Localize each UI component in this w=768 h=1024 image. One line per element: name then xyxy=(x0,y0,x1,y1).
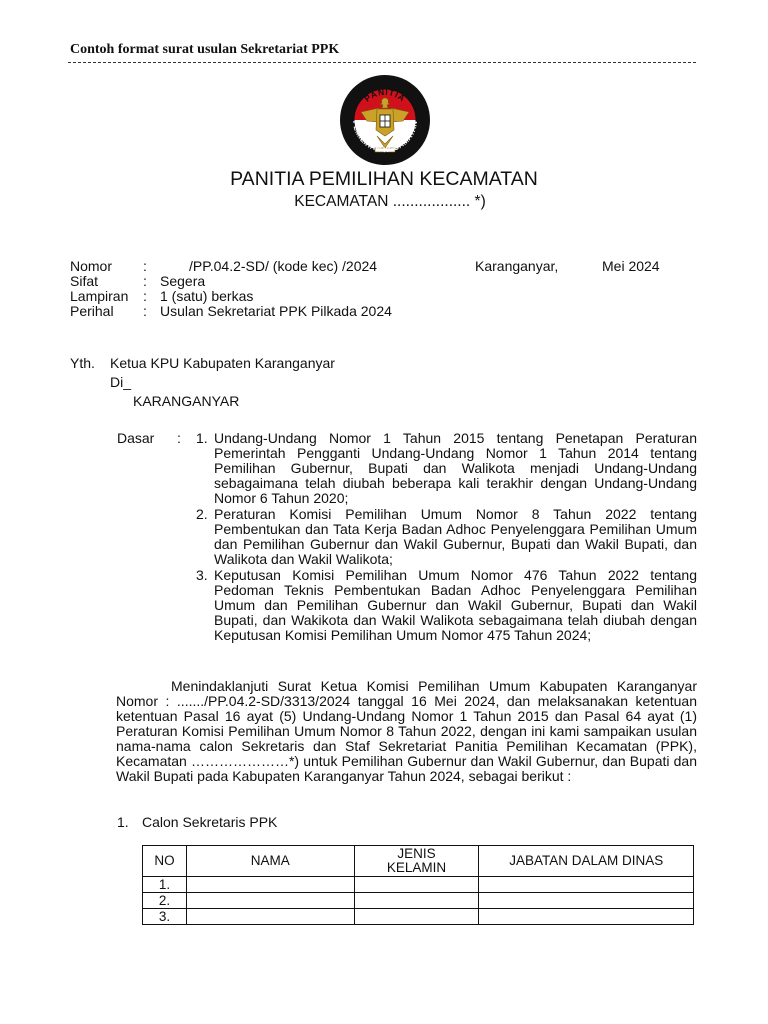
body-paragraph: Nomor : ......./PP.04.2-SD/3313/2024 tanggal 16 Mei 2024, dan melaksanakan ketentuan ketentuan Pasal 16 ayat (5) Undang-Undang Nomor 1 Tahun 2015 dan Pasal 64 ayat (1) Peraturan Komisi Pemilihan Umum Nomor 8 Tahun 2022, dengan ini kami sampaikan usulan nama-nama calon Sekretaris dan Staf Sekretariat Panitia Pemilihan Kecamatan (PPK), Kecamatan …………………*) untuk Pemilihan Gubernur dan Wakil Gubernur, dan Bupati dan Wakil Bupati pada Kabupaten Karanganyar Tahun 2024, sebagai berikut : xyxy=(116,693,697,784)
header-note: Contoh format surat usulan Sekretariat PPK xyxy=(70,42,340,57)
header-divider xyxy=(68,62,696,63)
table-row xyxy=(143,909,694,925)
sifat-value: Segera xyxy=(160,273,206,289)
dasar-item-number: 3. xyxy=(196,567,208,583)
letter-date: Mei 2024 xyxy=(602,258,660,274)
body-paragraph-first-line: Menindaklanjuti Surat Ketua Komisi Pemilihan Umum Kabupaten Karanganyar xyxy=(171,678,697,694)
logo-text-bottom: PEMILIHAN KECAMATAN xyxy=(350,120,420,155)
nomor-label: Nomor xyxy=(70,258,113,274)
candidate-table xyxy=(142,845,694,925)
header-nama: NAMA xyxy=(186,846,354,877)
cell-jenis-kelamin[interactable] xyxy=(354,893,479,909)
sifat-colon: : xyxy=(143,273,147,289)
dasar-item-text: Undang-Undang Nomor 1 Tahun 2015 tentang Penetapan Peraturan Pemerintah Pengganti Undang-Undang Nomor 1 Tahun 2014 tentang Pemilihan Gubernur, Bupati dan Walikota menjadi Undang-Undang sebagaimana telah diubah beberapa kali terakhir dengan Undang-Undang Nomor 6 Tahun 2020; xyxy=(214,430,697,506)
nomor-value: /PP.04.2-SD/ (kode kec) /2024 xyxy=(189,258,378,274)
cell-jenis-kelamin[interactable] xyxy=(354,909,479,925)
dasar-item-text: Peraturan Komisi Pemilihan Umum Nomor 8 Tahun 2022 tentang Pembentukan dan Tata Kerja Badan Adhoc Penyelenggara Pemilihan Umum dan Pemilihan Gubernur dan Wakil Gubernur, Bupati dan Wakil Bupati, dan Walikota dan Wakil Walikota; xyxy=(214,506,697,567)
section-label: Calon Sekretaris PPK xyxy=(142,814,278,830)
ppk-logo xyxy=(339,74,431,166)
lampiran-colon: : xyxy=(143,288,147,304)
perihal-value: Usulan Sekretariat PPK Pilkada 2024 xyxy=(160,303,392,319)
lampiran-value: 1 (satu) berkas xyxy=(160,288,254,304)
header-jabatan: JABATAN DALAM DINAS xyxy=(479,846,694,877)
dasar-item-text: Keputusan Komisi Pemilihan Umum Nomor 476 Tahun 2022 tentang Pedoman Teknis Pembentukan Badan Adhoc Penyelenggara Pemilihan Umum dan Pemilihan Gubernur dan Wakil Gubernur, Bupati dan Wakil Bupati, dan Wakikota dan Wakil Walikota sebagaimana telah diubah dengan Keputusan Komisi Pemilihan Umum Nomor 475 Tahun 2024; xyxy=(214,567,697,643)
lampiran-label: Lampiran xyxy=(70,288,129,304)
letterhead-title: PANITIA PEMILIHAN KECAMATAN xyxy=(230,168,538,190)
cell-nama[interactable] xyxy=(186,909,354,925)
recipient-name: Ketua KPU Kabupaten Karanganyar xyxy=(110,355,335,371)
sifat-label: Sifat xyxy=(70,273,99,289)
table-row xyxy=(143,877,694,893)
table-header-row xyxy=(143,846,694,877)
nomor-colon: : xyxy=(143,258,147,274)
dasar-item-number: 2. xyxy=(196,506,208,522)
dasar-item-number: 1. xyxy=(196,430,208,446)
perihal-label: Perihal xyxy=(70,303,114,319)
letterhead-subtitle: KECAMATAN .................. *) xyxy=(294,193,486,210)
cell-no: 1. xyxy=(143,877,187,893)
recipient-city: KARANGANYAR xyxy=(133,393,240,409)
logo-text-top: PANITIA xyxy=(362,86,408,104)
cell-no: 2. xyxy=(143,893,187,909)
cell-nama[interactable] xyxy=(186,877,354,893)
recipient-di: Di_ xyxy=(110,374,132,390)
cell-jabatan[interactable] xyxy=(479,909,694,925)
yth-label: Yth. xyxy=(70,355,95,371)
cell-jabatan[interactable] xyxy=(479,877,694,893)
header-no: NO xyxy=(143,846,187,877)
cell-nama[interactable] xyxy=(186,893,354,909)
cell-no: 3. xyxy=(143,909,187,925)
perihal-colon: : xyxy=(143,303,147,319)
letter-place: Karanganyar, xyxy=(475,258,559,274)
header-jenis-kelamin: JENIS KELAMIN xyxy=(354,846,479,877)
section-number: 1. xyxy=(117,814,129,830)
dasar-colon: : xyxy=(177,430,181,446)
cell-jabatan[interactable] xyxy=(479,893,694,909)
cell-jenis-kelamin[interactable] xyxy=(354,877,479,893)
table-row xyxy=(143,893,694,909)
dasar-label: Dasar xyxy=(117,430,155,446)
